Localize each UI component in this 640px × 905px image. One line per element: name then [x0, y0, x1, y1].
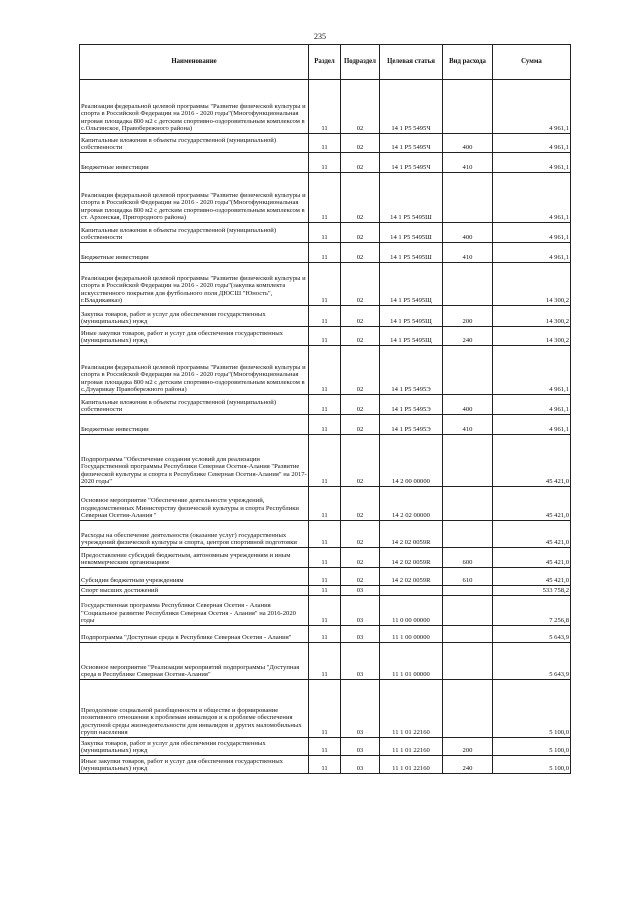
row-podrazdel-cell: 03	[341, 756, 380, 774]
row-vid-rashoda-cell: 410	[443, 415, 493, 435]
table-row	[80, 263, 571, 306]
row-podrazdel-cell: 02	[341, 487, 380, 521]
budget-table	[79, 44, 571, 774]
page-number: 235	[314, 32, 326, 41]
row-name-cell: Капитальные вложения в объекты государственной (муниципальной) собственности	[80, 134, 309, 153]
row-summa-cell: 5 643,9	[493, 626, 571, 643]
row-cel-statya-cell: 14 2 02 00000	[380, 487, 443, 521]
row-razdel-cell: 11	[309, 643, 341, 680]
row-podrazdel-cell: 02	[341, 153, 380, 173]
table-header-row	[80, 45, 571, 80]
row-name-cell: Государственная программа Республики Северная Осетия - Алания "Социальное развитие Республики Северная Осетия - Алания" на 2016-2020 годы	[80, 596, 309, 626]
row-name-cell: Предоставление субсидий бюджетным, автономным учреждениям и иным некоммерческим организациям	[80, 548, 309, 568]
row-cel-statya-cell: 14 1 P5 5495Ш	[380, 243, 443, 263]
row-razdel-cell: 11	[309, 243, 341, 263]
header-podrazdel: Подраздел	[341, 45, 380, 80]
header-name: Наименование	[80, 45, 309, 80]
row-summa-cell: 4 961,1	[493, 134, 571, 153]
table-row	[80, 243, 571, 263]
row-summa-cell: 4 961,1	[493, 395, 571, 415]
row-vid-rashoda-cell: 240	[443, 756, 493, 774]
table-row	[80, 134, 571, 153]
row-razdel-cell: 11	[309, 521, 341, 548]
row-vid-rashoda-cell	[443, 263, 493, 306]
row-name-cell: Бюджетные инвестиции	[80, 243, 309, 263]
row-podrazdel-cell: 02	[341, 173, 380, 223]
row-vid-rashoda-cell: 200	[443, 306, 493, 327]
header-summa: Сумма	[493, 45, 571, 80]
row-cel-statya-cell: 14 2 02 0059R	[380, 521, 443, 548]
row-razdel-cell: 11	[309, 223, 341, 243]
row-summa-cell: 533 758,2	[493, 586, 571, 596]
row-podrazdel-cell: 03	[341, 643, 380, 680]
table-row	[80, 395, 571, 415]
row-summa-cell: 45 421,0	[493, 487, 571, 521]
row-razdel-cell: 11	[309, 548, 341, 568]
table-row	[80, 756, 571, 774]
header-vid-rashoda: Вид расхода	[443, 45, 493, 80]
row-razdel-cell: 11	[309, 327, 341, 346]
table-row	[80, 568, 571, 586]
table-row	[80, 223, 571, 243]
row-cel-statya-cell: 14 1 P5 5495Ч	[380, 153, 443, 173]
row-summa-cell: 4 961,1	[493, 223, 571, 243]
row-vid-rashoda-cell: 200	[443, 738, 493, 756]
row-summa-cell: 4 961,1	[493, 80, 571, 134]
table-row	[80, 521, 571, 548]
row-razdel-cell: 11	[309, 680, 341, 738]
row-name-cell: Преодоление социальной разобщенности в обществе и формирование позитивного отношения к проблемам инвалидов и к проблеме обеспечения доступной среды жизнедеятельности для инвалидов и других маломобильных групп населения	[80, 680, 309, 738]
row-name-cell: Бюджетные инвестиции	[80, 153, 309, 173]
row-razdel-cell: 11	[309, 738, 341, 756]
row-cel-statya-cell: 14 1 P5 5495Ч	[380, 80, 443, 134]
row-podrazdel-cell: 03	[341, 626, 380, 643]
row-vid-rashoda-cell	[443, 643, 493, 680]
row-podrazdel-cell: 02	[341, 521, 380, 548]
row-podrazdel-cell: 02	[341, 243, 380, 263]
row-vid-rashoda-cell	[443, 173, 493, 223]
row-podrazdel-cell: 03	[341, 596, 380, 626]
row-podrazdel-cell: 03	[341, 738, 380, 756]
row-summa-cell: 7 256,8	[493, 596, 571, 626]
table-row	[80, 586, 571, 596]
row-podrazdel-cell: 02	[341, 263, 380, 306]
row-vid-rashoda-cell	[443, 521, 493, 548]
table-row	[80, 680, 571, 738]
row-razdel-cell: 11	[309, 435, 341, 487]
row-summa-cell: 45 421,0	[493, 521, 571, 548]
row-name-cell: Реализация федеральной целевой программы "Развитие физической культуры и спорта в Российской Федерации на 2016 - 2020 годы"(Многофункциональная игровая площадка 800 м2 с детским спортивно-оздоровительным комплексом в с.Дзуарикау Правобережного района)	[80, 346, 309, 395]
row-summa-cell: 4 961,1	[493, 153, 571, 173]
row-podrazdel-cell: 02	[341, 223, 380, 243]
row-podrazdel-cell: 03	[341, 680, 380, 738]
row-podrazdel-cell: 02	[341, 306, 380, 327]
table-row	[80, 643, 571, 680]
row-name-cell: Закупка товаров, работ и услуг для обеспечения государственных (муниципальных) нужд	[80, 738, 309, 756]
row-summa-cell: 4 961,1	[493, 346, 571, 395]
row-name-cell: Закупка товаров, работ и услуг для обеспечения государственных (муниципальных) нужд	[80, 306, 309, 327]
row-cel-statya-cell: 11 1 01 22160	[380, 680, 443, 738]
row-podrazdel-cell: 03	[341, 586, 380, 596]
row-name-cell: Субсидии бюджетным учреждениям	[80, 568, 309, 586]
row-summa-cell: 14 300,2	[493, 263, 571, 306]
row-razdel-cell: 11	[309, 346, 341, 395]
row-razdel-cell: 11	[309, 626, 341, 643]
row-cel-statya-cell: 11 1 01 22160	[380, 738, 443, 756]
row-podrazdel-cell: 02	[341, 134, 380, 153]
row-summa-cell: 4 961,1	[493, 173, 571, 223]
row-razdel-cell: 11	[309, 173, 341, 223]
table-row	[80, 173, 571, 223]
table-row	[80, 626, 571, 643]
row-cel-statya-cell: 14 2 00 00000	[380, 435, 443, 487]
row-cel-statya-cell: 14 1 P5 5495Щ	[380, 306, 443, 327]
row-cel-statya-cell: 14 1 P5 5495Щ	[380, 327, 443, 346]
row-name-cell: Спорт высших достижений	[80, 586, 309, 596]
row-summa-cell: 14 300,2	[493, 327, 571, 346]
table-row	[80, 548, 571, 568]
row-vid-rashoda-cell: 240	[443, 327, 493, 346]
header-cel-statya: Целевая статья	[380, 45, 443, 80]
table-row	[80, 327, 571, 346]
row-summa-cell: 5 100,0	[493, 738, 571, 756]
row-summa-cell: 4 961,1	[493, 243, 571, 263]
row-name-cell: Иные закупки товаров, работ и услуг для обеспечения государственных (муниципальных) нужд	[80, 756, 309, 774]
row-cel-statya-cell: 11 1 01 00000	[380, 643, 443, 680]
row-razdel-cell: 11	[309, 134, 341, 153]
row-vid-rashoda-cell: 600	[443, 548, 493, 568]
row-vid-rashoda-cell	[443, 680, 493, 738]
row-podrazdel-cell: 02	[341, 395, 380, 415]
row-name-cell: Основное мероприятие "Реализация мероприятий подпрограммы "Доступная среда в Республике Северная Осетия-Алания"	[80, 643, 309, 680]
row-razdel-cell: 11	[309, 568, 341, 586]
row-name-cell: Реализация федеральной целевой программы "Развитие физической культуры и спорта в Российской Федерации на 2016 - 2020 годы"(закупка комплекта искусственного покрытия для футбольного поля ДЮСШ "Юность", г.Владикавказ)	[80, 263, 309, 306]
row-cel-statya-cell: 11 1 00 00000	[380, 626, 443, 643]
row-podrazdel-cell: 02	[341, 435, 380, 487]
row-cel-statya-cell: 14 1 P5 5495Ш	[380, 223, 443, 243]
row-podrazdel-cell: 02	[341, 80, 380, 134]
row-vid-rashoda-cell: 410	[443, 243, 493, 263]
row-razdel-cell: 11	[309, 263, 341, 306]
row-name-cell: Капитальные вложения в объекты государственной (муниципальной) собственности	[80, 395, 309, 415]
row-summa-cell: 45 421,0	[493, 548, 571, 568]
row-cel-statya-cell: 14 1 P5 5495Э	[380, 415, 443, 435]
row-vid-rashoda-cell	[443, 435, 493, 487]
row-vid-rashoda-cell	[443, 586, 493, 596]
row-vid-rashoda-cell: 610	[443, 568, 493, 586]
table-row	[80, 415, 571, 435]
row-cel-statya-cell: 14 2 02 0059R	[380, 548, 443, 568]
row-podrazdel-cell: 02	[341, 568, 380, 586]
row-vid-rashoda-cell: 400	[443, 223, 493, 243]
table-row	[80, 596, 571, 626]
row-vid-rashoda-cell: 410	[443, 153, 493, 173]
row-razdel-cell: 11	[309, 756, 341, 774]
row-cel-statya-cell	[380, 586, 443, 596]
row-cel-statya-cell: 14 1 P5 5495Э	[380, 346, 443, 395]
table-row	[80, 306, 571, 327]
row-cel-statya-cell: 11 0 00 00000	[380, 596, 443, 626]
row-podrazdel-cell: 02	[341, 327, 380, 346]
row-cel-statya-cell: 11 1 01 22160	[380, 756, 443, 774]
header-razdel: Раздел	[309, 45, 341, 80]
table-row	[80, 80, 571, 134]
row-name-cell: Подпрограмма "Обеспечение создания условий для реализации Государственной программы Республики Северная Осетия-Алания "Развитие физической культуры и спорта в Республике Северная Осетия-Алания" на 2017-2020 годы"	[80, 435, 309, 487]
table-row	[80, 487, 571, 521]
row-cel-statya-cell: 14 1 P5 5495Ч	[380, 134, 443, 153]
row-vid-rashoda-cell: 400	[443, 395, 493, 415]
row-cel-statya-cell: 14 2 02 0059R	[380, 568, 443, 586]
row-name-cell: Расходы на обеспечение деятельности (оказание услуг) государственных учреждений физической культуры и спорта, центров спортивной подготовки	[80, 521, 309, 548]
row-summa-cell: 45 421,0	[493, 568, 571, 586]
row-summa-cell: 5 643,9	[493, 643, 571, 680]
table-row	[80, 738, 571, 756]
row-podrazdel-cell: 02	[341, 548, 380, 568]
row-summa-cell: 14 300,2	[493, 306, 571, 327]
row-name-cell: Иные закупки товаров, работ и услуг для обеспечения государственных (муниципальных) нужд	[80, 327, 309, 346]
row-vid-rashoda-cell	[443, 80, 493, 134]
row-cel-statya-cell: 14 1 P5 5495Щ	[380, 263, 443, 306]
row-razdel-cell: 11	[309, 153, 341, 173]
row-vid-rashoda-cell: 400	[443, 134, 493, 153]
row-vid-rashoda-cell	[443, 596, 493, 626]
row-podrazdel-cell: 02	[341, 415, 380, 435]
row-summa-cell: 5 100,0	[493, 680, 571, 738]
row-name-cell: Основное мероприятие "Обеспечение деятельности учреждений, подведомственных Министерству физической культуры и спорта Республики Северная Осетия-Алания "	[80, 487, 309, 521]
row-name-cell: Подпрограмма "Доступная среда в Республике Северная Осетия - Алания"	[80, 626, 309, 643]
row-vid-rashoda-cell	[443, 626, 493, 643]
row-razdel-cell: 11	[309, 415, 341, 435]
row-summa-cell: 4 961,1	[493, 415, 571, 435]
row-razdel-cell: 11	[309, 596, 341, 626]
table-row	[80, 346, 571, 395]
row-cel-statya-cell: 14 1 P5 5495Ш	[380, 173, 443, 223]
row-summa-cell: 5 100,0	[493, 756, 571, 774]
row-vid-rashoda-cell	[443, 487, 493, 521]
table-row	[80, 153, 571, 173]
row-razdel-cell: 11	[309, 306, 341, 327]
row-name-cell: Капитальные вложения в объекты государственной (муниципальной) собственности	[80, 223, 309, 243]
row-razdel-cell: 11	[309, 586, 341, 596]
row-name-cell: Бюджетные инвестиции	[80, 415, 309, 435]
row-name-cell: Реализация федеральной целевой программы "Развитие физической культуры и спорта в Российской Федерации на 2016 - 2020 годы"(Многофункциональная игровая площадка 800 м2 с детским спортивно-оздоровительным комплексом в ст. Архонская, Пригородного района)	[80, 173, 309, 223]
row-summa-cell: 45 421,0	[493, 435, 571, 487]
table-row	[80, 435, 571, 487]
row-razdel-cell: 11	[309, 395, 341, 415]
row-vid-rashoda-cell	[443, 346, 493, 395]
row-podrazdel-cell: 02	[341, 346, 380, 395]
row-razdel-cell: 11	[309, 487, 341, 521]
row-razdel-cell: 11	[309, 80, 341, 134]
row-cel-statya-cell: 14 1 P5 5495Э	[380, 395, 443, 415]
row-name-cell: Реализация федеральной целевой программы "Развитие физической культуры и спорта в Российской Федерации на 2016 - 2020 годы"(Многофункциональная игровая площадка 800 м2 с детским спортивно-оздоровительным комплексом в с.Ольгинское, Правобережного района)	[80, 80, 309, 134]
